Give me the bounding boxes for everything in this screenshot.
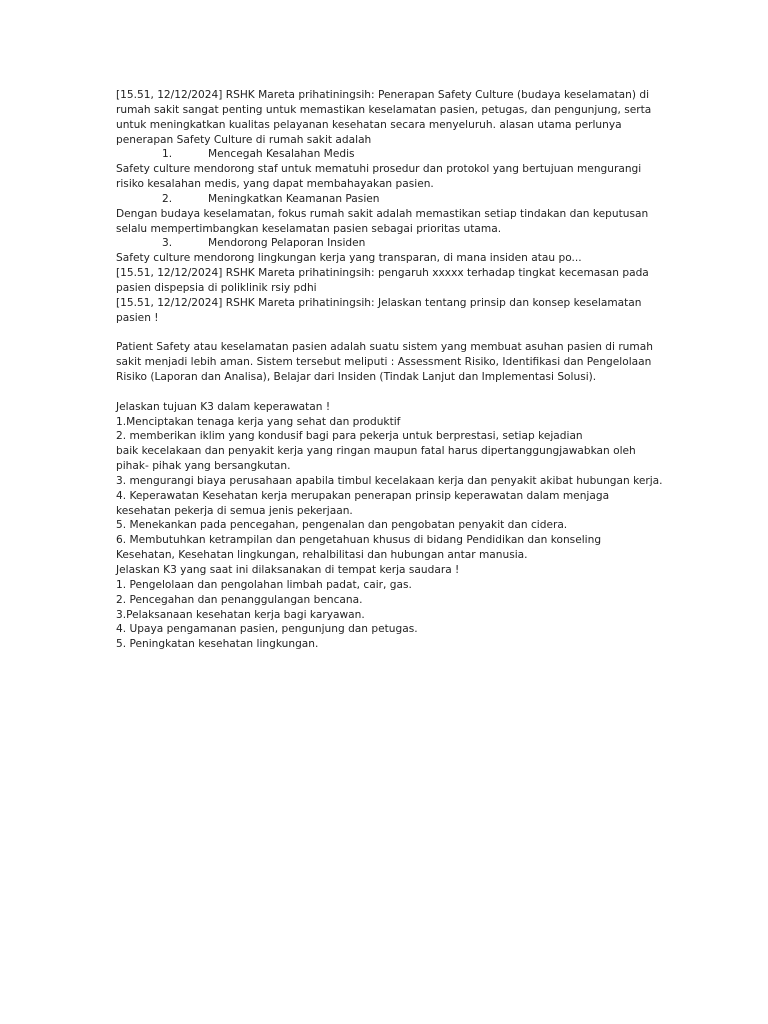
list-number: 1.	[162, 148, 173, 161]
list-item: 5. Menekankan pada pencegahan, pengenalan dan pengobatan penyakit dan cidera.	[116, 519, 568, 532]
paragraph-line: selalu mempertimbangkan keselamatan pasien sebagai prioritas utama.	[116, 222, 502, 235]
list-item: 2. memberikan iklim yang kondusif bagi para pekerja untuk berprestasi, setiap kejadian	[116, 430, 583, 443]
paragraph-line: risiko kesalahan medis, yang dapat membahayakan pasien.	[116, 178, 434, 191]
paragraph-line: Safety culture mendorong lingkungan kerja yang transparan, di mana insiden atau po...	[116, 252, 582, 265]
message-line: [15.51, 12/12/2024] RSHK Mareta prihatiningsih: Penerapan Safety Culture (budaya keselamatan) di	[116, 89, 650, 101]
paragraph-line: Safety culture mendorong staf untuk mematuhi prosedur dan protokol yang bertujuan mengurangi	[116, 163, 642, 176]
list-item: 4. Upaya pengamanan pasien, pengunjung dan petugas.	[116, 623, 418, 636]
paragraph-line: Dengan budaya keselamatan, fokus rumah sakit adalah memastikan setiap tindakan dan keputusan	[116, 207, 649, 220]
message-line: pasien !	[116, 311, 159, 324]
list-item: 3. mengurangi biaya perusahaan apabila timbul kecelakaan kerja dan penyakit akibat hubungan kerja.	[116, 474, 663, 487]
list-heading: Mencegah Kesalahan Medis	[208, 148, 355, 161]
paragraph-line: Risiko (Laporan dan Analisa), Belajar dari Insiden (Tindak Lanjut dan Implementasi Solusi).	[116, 371, 597, 384]
paragraph-line: sakit menjadi lebih aman. Sistem tersebut meliputi : Assessment Risiko, Identifikasi dan Pengelolaan	[116, 356, 652, 369]
list-item: 6. Membutuhkan ketrampilan dan pengetahuan khusus di bidang Pendidikan dan konseling	[116, 534, 602, 547]
list-heading: Meningkatkan Keamanan Pasien	[208, 192, 380, 205]
message-line: rumah sakit sangat penting untuk memastikan keselamatan pasien, petugas, dan pengunjung, serta	[116, 103, 652, 116]
paragraph-line: Patient Safety atau keselamatan pasien adalah suatu sistem yang membuat asuhan pasien di rumah	[116, 341, 653, 354]
list-item: 2. Pencegahan dan penanggulangan bencana.	[116, 593, 363, 606]
list-item-continuation: pihak- pihak yang bersangkutan.	[116, 460, 291, 473]
question-line: Jelaskan tujuan K3 dalam keperawatan !	[116, 400, 331, 413]
numbered-heading-3	[116, 236, 656, 251]
numbered-heading-2	[116, 192, 656, 207]
list-item-continuation: kesehatan pekerja di semua jenis pekerjaan.	[116, 504, 353, 517]
question-line: Jelaskan K3 yang saat ini dilaksanakan di tempat kerja saudara !	[116, 564, 460, 576]
document-body	[116, 88, 663, 652]
message-line: penerapan Safety Culture di rumah sakit adalah	[116, 133, 372, 146]
blank-line	[116, 385, 656, 400]
list-number: 3.	[162, 237, 173, 250]
blank-line	[116, 326, 656, 341]
list-item: 4. Keperawatan Kesehatan kerja merupakan penerapan prinsip keperawatan dalam menjaga	[116, 489, 610, 502]
list-item: 1. Pengelolaan dan pengolahan limbah padat, cair, gas.	[116, 578, 412, 591]
numbered-heading-1	[116, 147, 656, 162]
list-heading: Mendorong Pelaporan Insiden	[208, 237, 366, 250]
message-line: pasien dispepsia di poliklinik rsiy pdhi	[116, 281, 317, 294]
list-item: 3.Pelaksanaan kesehatan kerja bagi karyawan.	[116, 608, 365, 621]
list-number: 2.	[162, 192, 173, 205]
list-item-continuation: baik kecelakaan dan penyakit kerja yang ringan maupun fatal harus dipertanggungjawabkan oleh	[116, 445, 636, 458]
message-line: [15.51, 12/12/2024] RSHK Mareta prihatiningsih: Jelaskan tentang prinsip dan konsep keselamatan	[116, 296, 642, 309]
message-line: [15.51, 12/12/2024] RSHK Mareta prihatiningsih: pengaruh xxxxx terhadap tingkat kecemasan pada	[116, 267, 649, 280]
list-item-continuation: Kesehatan, Kesehatan lingkungan, rehalbilitasi dan hubungan antar manusia.	[116, 549, 528, 562]
list-item: 1.Menciptakan tenaga kerja yang sehat dan produktif	[116, 415, 401, 428]
list-item: 5. Peningkatan kesehatan lingkungan.	[116, 638, 319, 651]
message-line: untuk meningkatkan kualitas pelayanan kesehatan secara menyeluruh. alasan utama perlunya	[116, 118, 622, 131]
